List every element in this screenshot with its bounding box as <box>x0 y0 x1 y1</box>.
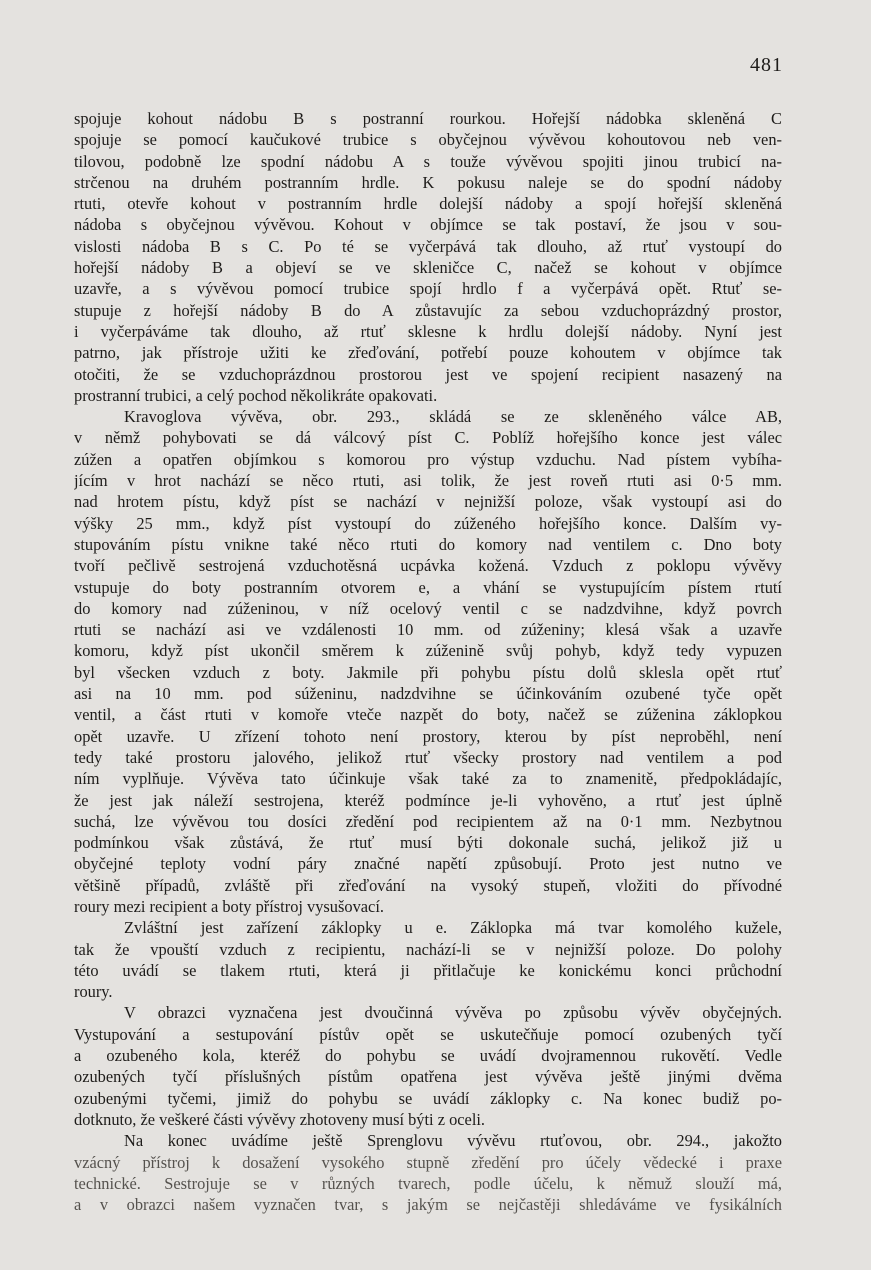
text-line: rtuti, otevře kohout v postranním hrdle dolejší nádoby a spojí hořejší skleněná <box>74 194 782 214</box>
text-line: uzavře, a s vývěvou pomocí trubice spojí hrdlo f a vyčerpává opět. Rtuť se- <box>74 279 782 299</box>
text-line: Zvláštní jest zařízení záklopky u e. Záklopka má tvar komolého kužele, <box>124 918 782 938</box>
text-line: obyčejné teploty vodní páry značné napětí způsobují. Proto jest nutno ve <box>74 854 782 874</box>
text-line: stupuje z hořejší nádoby B do A zůstavujíc za sebou vzduchoprázdný prostor, <box>74 300 782 320</box>
text-line: do komory nad zúženinou, v níž ocelový ventil c se nadzdvihne, když povrch <box>74 598 782 618</box>
text-line: výšky 25 mm., když píst vystoupí do zúženého hořejšího konce. Dalším vy- <box>74 513 782 533</box>
text-line: roury. <box>74 982 113 1002</box>
text-line: opět uzavře. U zřízení tohoto není prostory, kterou by píst neproběhl, není <box>74 726 782 746</box>
text-line: Na konec uvádíme ještě Sprenglovu vývěvu rtuťovou, obr. 294., jakožto <box>124 1131 782 1151</box>
text-line: roury mezi recipient a boty přístroj vysušovací. <box>74 896 384 916</box>
text-line: ozubenými tyčemi, jimiž do pohybu se uvádí záklopky c. Na konec budiž po- <box>74 1088 782 1108</box>
text-line: zúžen a opatřen objímkou s komorou pro výstup vzduchu. Nad pístem vybíha- <box>74 449 782 469</box>
text-line: nádoba s obyčejnou vývěvou. Kohout v objímce se tak postaví, že jsou v sou- <box>74 215 782 235</box>
text-line: tak že vpouští vzduch z recipientu, nachází-li se v nejnižší poloze. Do polohy <box>74 939 782 959</box>
text-line: v němž pohybovati se dá válcový píst C. Poblíž hořejšího konce jest válec <box>74 428 782 448</box>
text-line: tilovou, podobně lze spodní nádobu A s touže vývěvou spojiti jinou trubicí na- <box>74 151 782 171</box>
text-line: že jest jak náleží sestrojena, kteréž podmínce je-li vyhověno, a rtuť jest úplně <box>74 790 782 810</box>
text-line: a v obrazci našem vyznačen tvar, s jakým se nejčastěji shledáváme ve fysikálních <box>74 1195 782 1215</box>
text-line: otočiti, že se vzduchoprázdnou prostorou jest ve spojení recipient nasazený na <box>74 364 782 384</box>
text-line: ventil, a část rtuti v komoře vteče nazpět do boty, načež se zúženina záklopkou <box>74 705 782 725</box>
text-line: asi na 10 mm. pod súženinu, nadzdvihne se účinkováním ozubené tyče opět <box>74 684 782 704</box>
text-line: i vyčerpáváme tak dlouho, až rtuť sklesne k hrdlu dolejší nádoby. Nyní jest <box>74 321 782 341</box>
text-line: většině případů, zvláště při zřeďování na vysoký stupeň, vložiti do přívodné <box>74 875 782 895</box>
text-line: suchá, lze vývěvou tou dosíci zředění pod recipientem až na 0·1 mm. Nezbytnou <box>74 811 782 831</box>
text-line: ozubených tyčí příslušných pístům opatřena jest vývěva ještě jinými dvěma <box>74 1067 782 1087</box>
text-line: nad hrotem pístu, když píst se nachází v nejnižší poloze, však vystoupí asi do <box>74 492 782 512</box>
text-line: této uvádí se tlakem rtuti, která ji přitlačuje ke konickému konci průchodní <box>74 960 782 980</box>
text-line: dotknuto, že veškeré části vývěvy zhotoveny musí býti z oceli. <box>74 1109 486 1129</box>
text-line: Vystupování a sestupování pístův opět se uskutečňuje pomocí ozubených tyčí <box>74 1024 782 1044</box>
text-line: jícím v hrot nachází se něco rtuti, asi tolik, že jest roveň rtuti asi 0·5 mm. <box>74 471 782 491</box>
text-line: V obrazci vyznačena jest dvoučinná vývěva po způsobu vývěv obyčejných. <box>124 1003 782 1023</box>
text-line: spojuje kohout nádobu B s postranní rourkou. Hořejší nádobka skleněná C <box>74 109 782 128</box>
text-line: strčenou na druhém postranním hrdle. K pokusu naleje se do spodní nádoby <box>74 172 782 192</box>
text-line: vstupuje do boty postranním otvorem e, a vhání se vystupujícím pístem rtutí <box>74 577 782 597</box>
text-line: spojuje se pomocí kaučukové trubice s obyčejnou vývěvou kohoutovou neb ven- <box>74 130 782 150</box>
text-line: ním vyplňuje. Vývěva tato účinkuje však také za to znamenitě, předpokládajíc, <box>74 769 782 789</box>
text-line: vzácný přístroj k dosažení vysokého stupně zředění pro účely vědecké i praxe <box>74 1152 782 1172</box>
text-line: patrno, jak přístroje užiti ke zřeďování, potřebí pouze kohoutem v objímce tak <box>74 343 782 363</box>
text-line: technické. Sestrojuje se v různých tvarech, podle účelu, k němuž slouží má, <box>74 1173 782 1193</box>
body-text <box>74 108 782 1215</box>
text-line: rtuti se nachází asi ve vzdálenosti 10 mm. od zúženiny; klesá však a uzavře <box>74 620 782 640</box>
text-line: hořejší nádoby B a objeví se ve skleničce C, načež se kohout v objímce <box>74 258 782 278</box>
page-number: 481 <box>750 54 783 76</box>
text-line: stupováním pístu vnikne také něco rtuti do komory nad ventilem c. Dno boty <box>74 534 782 554</box>
text-line: Kravoglova vývěva, obr. 293., skládá se ze skleněného válce AB, <box>124 407 782 427</box>
text-line: tvoří pečlivě sestrojená vzduchotěsná ucpávka kožená. Vzduch z poklopu vývěvy <box>74 556 782 576</box>
text-line: byl všecken vzduch z boty. Jakmile při pohybu pístu dolů sklesla opět rtuť <box>74 662 782 682</box>
text-line: a ozubeného kola, kteréž do pohybu se uvádí dvojramennou rukovětí. Vedle <box>74 1046 782 1066</box>
text-line: tedy také prostoru jalového, jelikož rtuť všecky prostory nad ventilem a pod <box>74 747 782 767</box>
text-line: komoru, když píst ukončil směrem k zúženině svůj pohyb, když tedy vypuzen <box>74 641 782 661</box>
text-line: prostranní trubici, a celý pochod několikráte opakovati. <box>74 385 438 405</box>
text-line: podmínkou však zůstává, že rtuť musí býti dokonale suchá, jelikož již u <box>74 833 782 853</box>
text-line: vislosti nádoba B s C. Po té se vyčerpává tak dlouho, až rtuť vystoupí do <box>74 236 782 256</box>
